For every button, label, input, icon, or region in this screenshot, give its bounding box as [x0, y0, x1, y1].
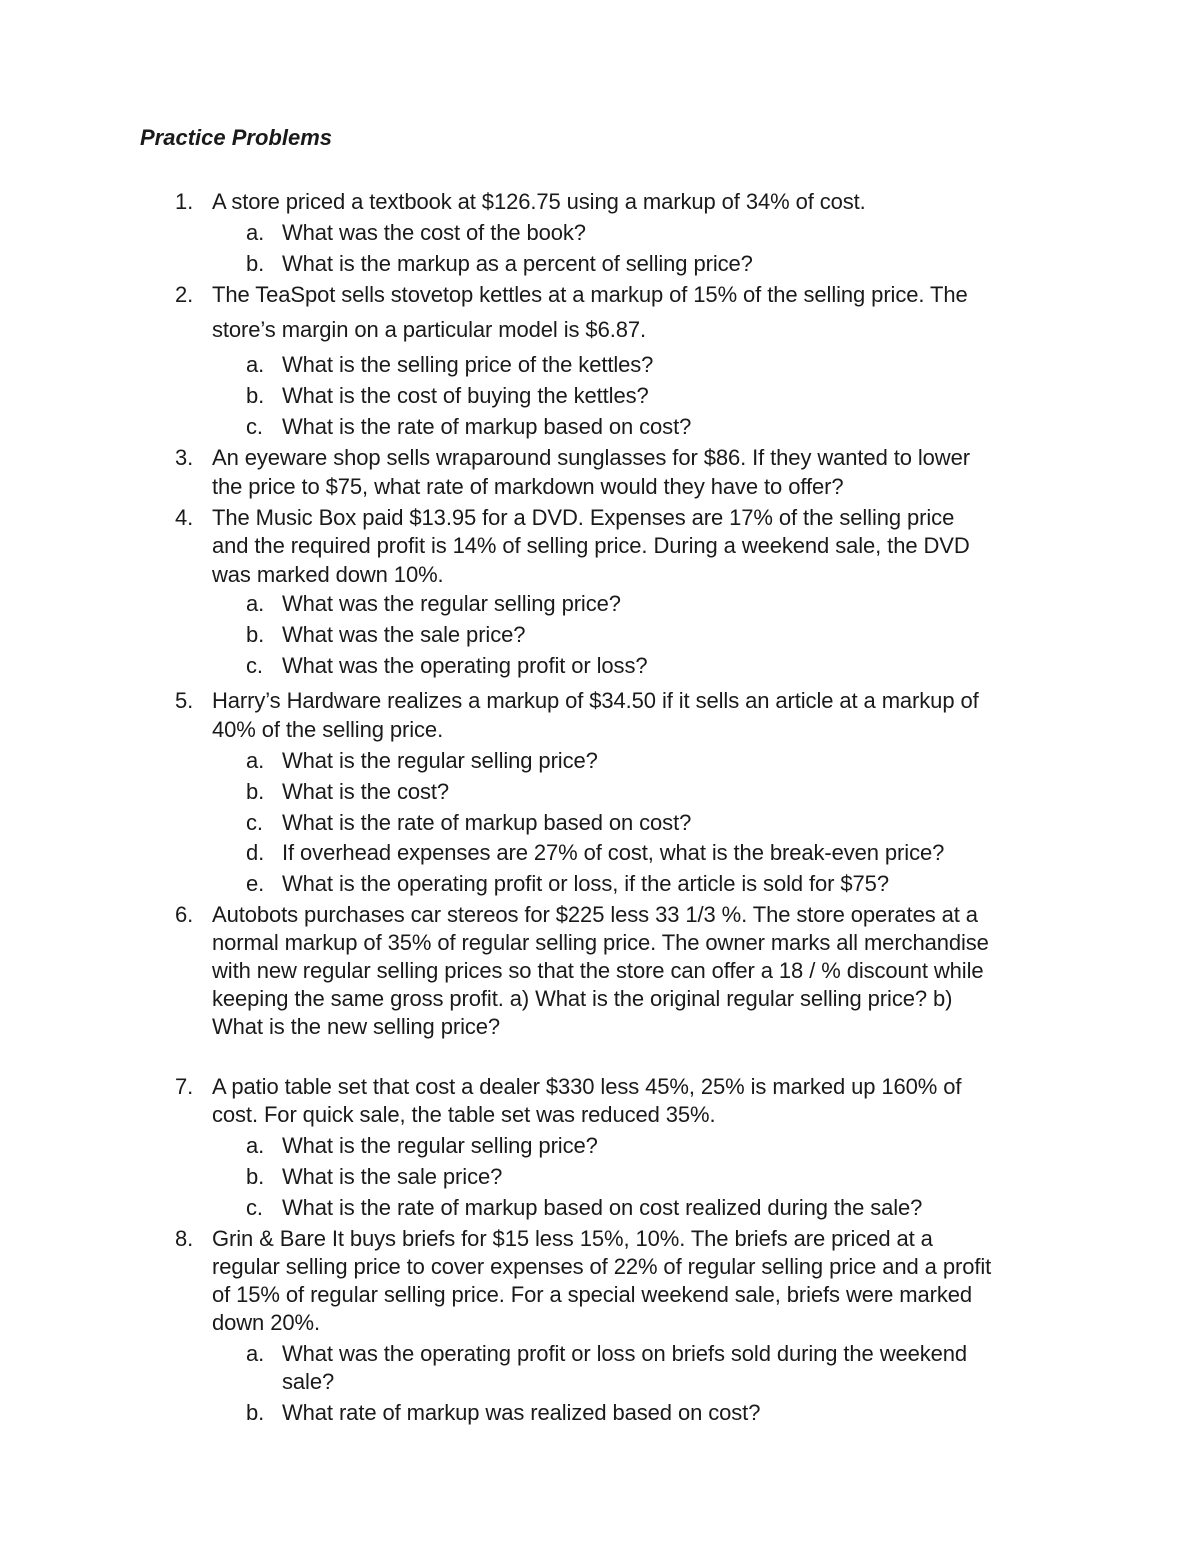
problem-number: 3. — [175, 445, 194, 470]
part-letter: b. — [246, 251, 265, 276]
part-text: What is the sale price? — [282, 1164, 503, 1189]
part-letter: b. — [246, 1164, 265, 1189]
problem-text: A store priced a textbook at $126.75 using a markup of 34% of cost. — [212, 189, 866, 214]
problem-text: down 20%. — [212, 1310, 320, 1335]
problem-text: The Music Box paid $13.95 for a DVD. Expenses are 17% of the selling price — [212, 505, 955, 530]
part-text: What is the rate of markup based on cost realized during the sale? — [282, 1195, 923, 1220]
part-text: If overhead expenses are 27% of cost, what is the break-even price? — [282, 840, 945, 865]
part-letter: c. — [246, 810, 263, 835]
part-text: What was the operating profit or loss on briefs sold during the weekend — [282, 1341, 968, 1366]
problem-text: Autobots purchases car stereos for $225 less 33 1/3 %. The store operates at a — [212, 902, 978, 927]
problem-text: What is the new selling price? — [212, 1014, 501, 1039]
problem-number: 7. — [175, 1074, 194, 1099]
part-text: What is the rate of markup based on cost? — [282, 414, 692, 439]
problem-text: the price to $75, what rate of markdown would they have to offer? — [212, 474, 844, 499]
part-text: What was the operating profit or loss? — [282, 653, 648, 678]
problem-text: of 15% of regular selling price. For a special weekend sale, briefs were marked — [212, 1282, 973, 1307]
problem-number: 8. — [175, 1226, 194, 1251]
part-text: sale? — [282, 1369, 335, 1394]
part-text: What is the cost? — [282, 779, 450, 804]
problem-number: 2. — [175, 282, 194, 307]
problem-text: and the required profit is 14% of selling price. During a weekend sale, the DVD — [212, 533, 970, 558]
problem-text: A patio table set that cost a dealer $330 less 45%, 25% is marked up 160% of — [212, 1074, 962, 1099]
problem-text: cost. For quick sale, the table set was reduced 35%. — [212, 1102, 716, 1127]
part-text: What is the operating profit or loss, if the article is sold for $75? — [282, 871, 889, 896]
part-text: What is the regular selling price? — [282, 1133, 598, 1158]
part-letter: c. — [246, 414, 263, 439]
part-text: What is the cost of buying the kettles? — [282, 383, 649, 408]
part-letter: c. — [246, 1195, 263, 1220]
problem-text: An eyeware shop sells wraparound sunglasses for $86. If they wanted to lower — [212, 445, 970, 470]
problem-text: Grin & Bare It buys briefs for $15 less 15%, 10%. The briefs are priced at a — [212, 1226, 933, 1251]
part-letter: e. — [246, 871, 265, 896]
problem-number: 1. — [175, 189, 194, 214]
problem-number: 6. — [175, 902, 194, 927]
part-letter: b. — [246, 622, 265, 647]
part-letter: a. — [246, 748, 265, 773]
part-letter: a. — [246, 220, 265, 245]
part-text: What was the sale price? — [282, 622, 526, 647]
problem-text: keeping the same gross profit. a) What is the original regular selling price? b) — [212, 986, 953, 1011]
part-text: What rate of markup was realized based on cost? — [282, 1400, 761, 1425]
problem-text: with new regular selling prices so that the store can offer a 18 / % discount while — [212, 958, 984, 983]
problem-number: 5. — [175, 688, 194, 713]
part-text: What was the regular selling price? — [282, 591, 621, 616]
part-text: What is the markup as a percent of selling price? — [282, 251, 753, 276]
part-text: What is the regular selling price? — [282, 748, 598, 773]
problem-text: regular selling price to cover expenses of 22% of regular selling price and a profit — [212, 1254, 992, 1279]
part-letter: b. — [246, 383, 265, 408]
part-text: What was the cost of the book? — [282, 220, 586, 245]
part-letter: b. — [246, 779, 265, 804]
part-letter: a. — [246, 1133, 265, 1158]
problem-number: 4. — [175, 505, 194, 530]
problem-text: was marked down 10%. — [212, 562, 444, 587]
problem-text: The TeaSpot sells stovetop kettles at a markup of 15% of the selling price. The — [212, 282, 968, 307]
problem-text: store’s margin on a particular model is $6.87. — [212, 317, 646, 342]
page-title: Practice Problems — [140, 125, 332, 150]
problem-text: Harry’s Hardware realizes a markup of $34.50 if it sells an article at a markup of — [212, 688, 979, 713]
part-letter: a. — [246, 591, 265, 616]
problem-text: normal markup of 35% of regular selling price. The owner marks all merchandise — [212, 930, 989, 955]
part-text: What is the rate of markup based on cost? — [282, 810, 692, 835]
problem-text: 40% of the selling price. — [212, 717, 444, 742]
part-letter: b. — [246, 1400, 265, 1425]
part-text: What is the selling price of the kettles? — [282, 352, 654, 377]
part-letter: a. — [246, 1341, 265, 1366]
part-letter: a. — [246, 352, 265, 377]
part-letter: c. — [246, 653, 263, 678]
part-letter: d. — [246, 840, 265, 865]
